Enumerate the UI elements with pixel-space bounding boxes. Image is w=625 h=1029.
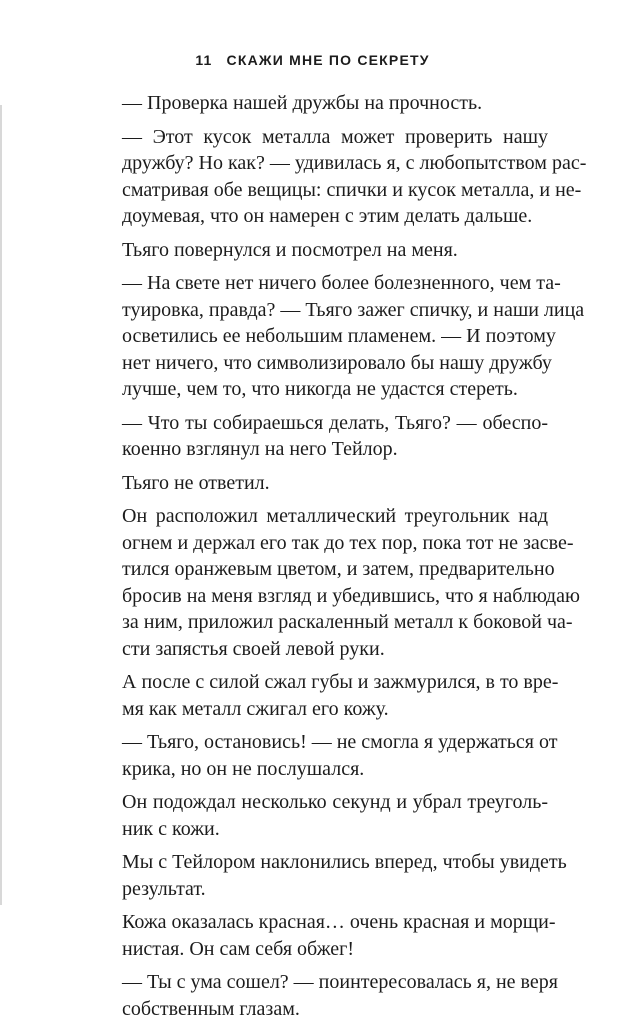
paragraph: [102, 270, 585, 403]
text-line: Мы с Тейлором наклонились вперед, чтобы увидеть: [122, 851, 567, 873]
text-line: нистая. Он сам себя обжег!: [122, 937, 354, 960]
running-header: [0, 52, 625, 68]
text-line: осветились ее небольшим пламенем. — И поэтому: [122, 325, 556, 347]
text-line: — Этот кусок металла может проверить нашу: [122, 125, 548, 148]
paragraph: [102, 410, 548, 463]
text-line: коенно взглянул на него Тейлор.: [122, 438, 398, 460]
page-number: 11: [195, 52, 213, 68]
chapter-title: СКАЖИ МНЕ ПО СЕКРЕТУ: [226, 52, 430, 68]
paragraph: [102, 669, 559, 722]
text-line: Кожа оказалась красная… очень красная и морщи-: [122, 911, 556, 933]
text-line: — Ты с ума сошел? — поинтересовалась я, не веря: [122, 971, 558, 993]
text-line: ник с кожи.: [122, 817, 220, 840]
body-text: [102, 90, 587, 1029]
text-line: — На свете нет ничего более болезненного, чем та-: [122, 272, 561, 294]
text-line: результат.: [122, 877, 206, 900]
paragraph: [102, 909, 556, 962]
text-line: Тьяго повернулся и посмотрел на меня.: [122, 238, 458, 261]
text-line: — Что ты собираешься делать, Тьяго? — обеспо-: [122, 411, 548, 434]
paragraph: [102, 237, 548, 264]
text-line: бросив на меня взгляд и убедившись, что я наблюдаю: [122, 584, 580, 607]
text-line: — Проверка нашей дружбы на прочность.: [122, 92, 483, 114]
text-line: Тьяго не ответил.: [122, 471, 270, 494]
text-line: — Тьяго, остановись! — не смогла я удержаться от: [122, 731, 558, 753]
text-line: А после с силой сжал губы и зажмурился, в то вре-: [122, 671, 559, 693]
text-line: Он подождал несколько секунд и убрал треуголь-: [122, 791, 548, 813]
text-line: туировка, правда? — Тьяго зажег спичку, и наши лица: [122, 298, 585, 321]
text-line: нет ничего, что символизировало бы нашу дружбу: [122, 351, 552, 374]
text-line: лучше, чем то, что никогда не удастся стереть.: [122, 378, 518, 400]
paragraph: [102, 124, 587, 230]
text-line: за ним, приложил раскаленный металл к боковой ча-: [122, 611, 573, 633]
paragraph: [102, 969, 558, 1022]
paragraph: [102, 729, 558, 782]
text-line: Он расположил металлический треугольник над: [122, 505, 548, 527]
paragraph: [102, 90, 548, 117]
text-line: доумевая, что он намерен с этим делать дальше.: [122, 205, 533, 227]
text-line: огнем и держал его так до тех пор, пока тот не засве-: [122, 531, 574, 554]
text-line: дружбу? Но как? — удивилась я, с любопытством рас-: [122, 152, 587, 174]
paragraph: [102, 849, 567, 902]
text-line: собственным глазам.: [122, 997, 300, 1020]
text-line: крика, но он не послушался.: [122, 757, 365, 780]
paragraph: [102, 503, 580, 662]
paragraph: [102, 789, 548, 842]
paragraph: [102, 470, 548, 497]
text-line: сматривая обе вещицы: спички и кусок металла, и не-: [122, 178, 582, 201]
page-edge-rule: [0, 105, 2, 905]
text-line: мя как металл сжигал его кожу.: [122, 697, 389, 720]
text-line: сти запястья своей левой руки.: [122, 637, 385, 660]
text-line: тился оранжевым цветом, и затем, предварительно: [122, 558, 555, 580]
